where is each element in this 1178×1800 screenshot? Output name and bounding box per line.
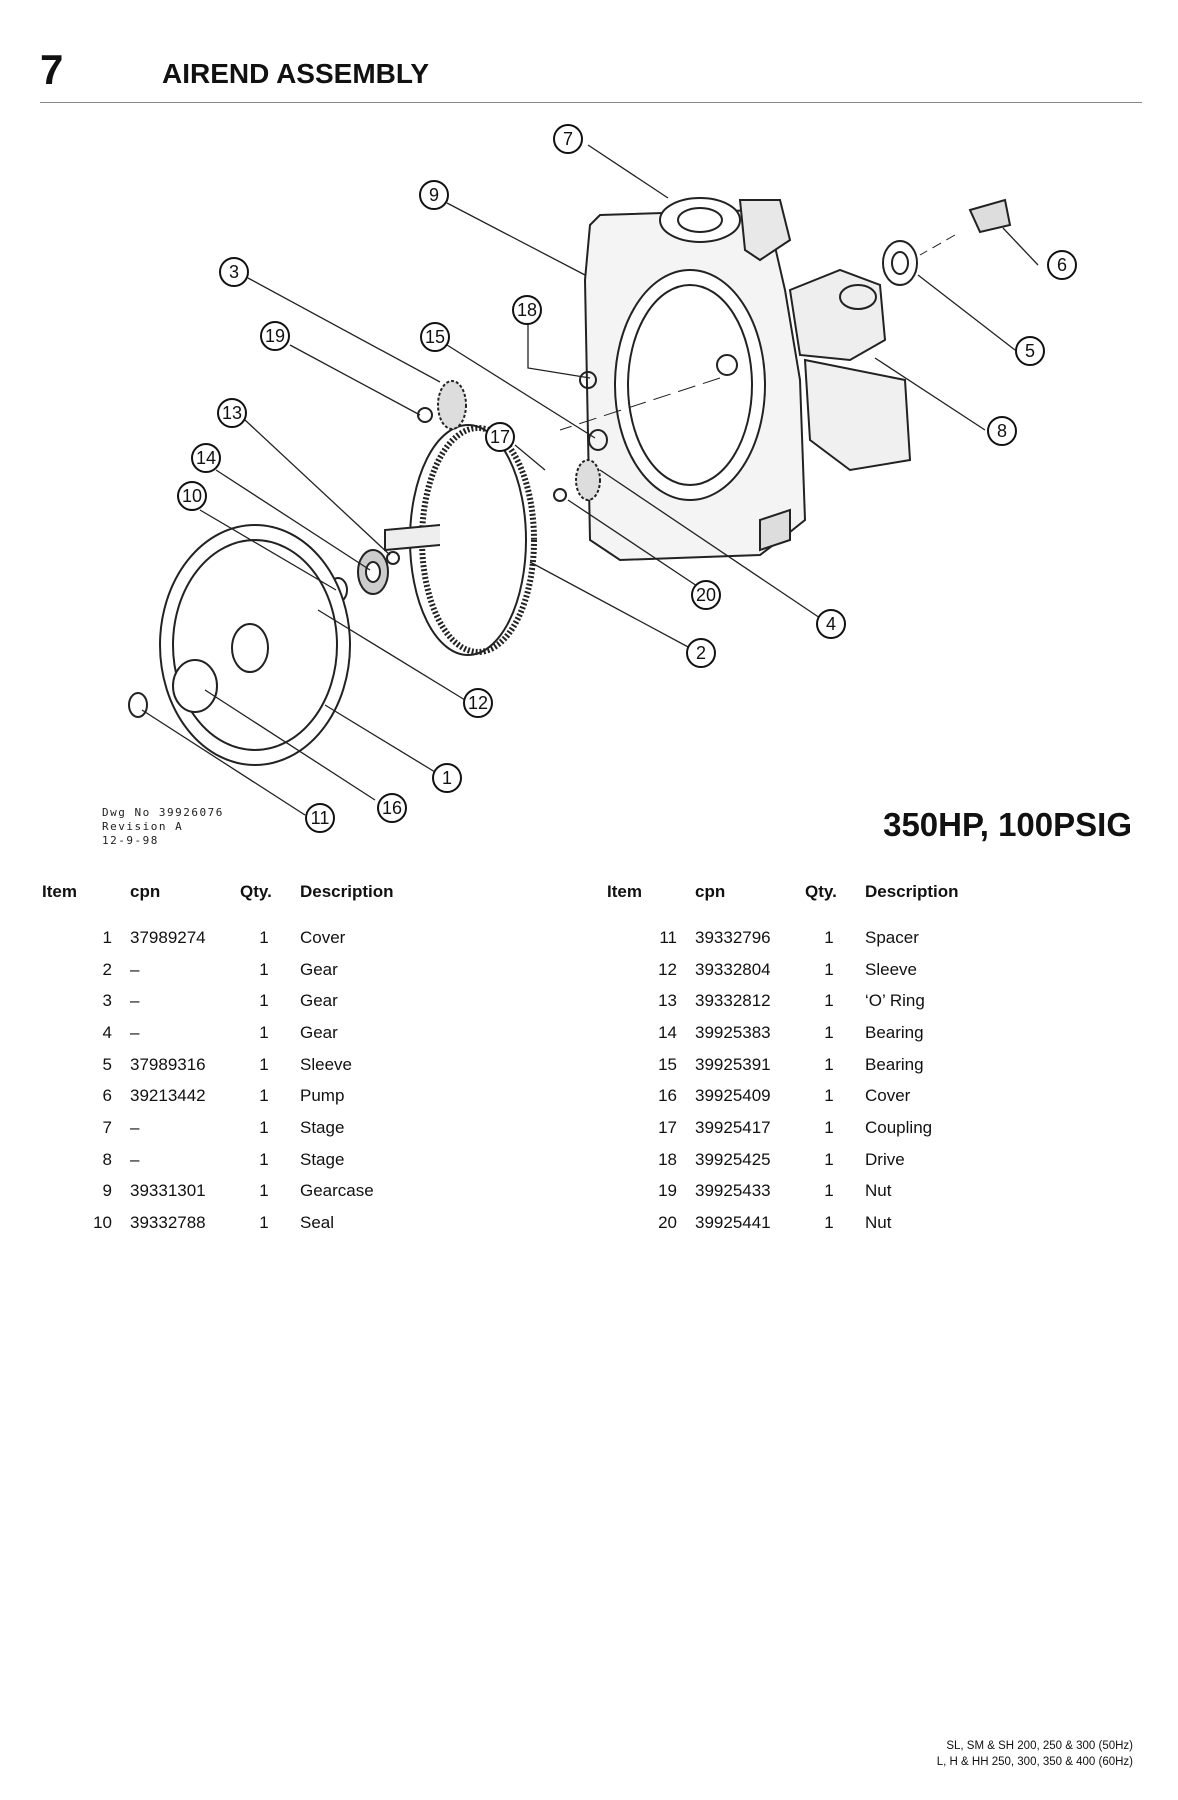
callout-16 [378,794,406,822]
quantity: 1 [259,959,269,979]
table-row [42,1176,500,1208]
description: Nut [865,1181,892,1201]
table-row [607,1017,1065,1049]
callout-14 [192,444,220,472]
section-number: 7 [40,46,64,93]
quantity: 1 [259,1149,269,1169]
part-number: – [130,1117,140,1137]
quantity: 1 [259,1054,269,1074]
quantity: 1 [259,1117,269,1137]
callout-text: 10 [181,486,203,506]
callout-1 [433,764,461,792]
callout-text: 16 [381,798,403,818]
model-label: 350HP, 100PSIG [883,806,1132,843]
page-header [40,46,1140,102]
callout-9 [420,181,448,209]
callout-text: 8 [996,421,1008,441]
description: Spacer [865,927,919,947]
description: Gearcase [300,1181,374,1201]
callout-2 [687,639,715,667]
description: Bearing [865,1022,924,1042]
description: Cover [865,1086,911,1106]
item-number: 11 [659,927,677,947]
item-number: 3 [102,991,112,1011]
item-number: 13 [658,991,677,1011]
table-row [607,954,1065,986]
header-description: Description [300,882,394,901]
item-number: 20 [658,1213,677,1233]
callout-text: 13 [221,403,243,423]
quantity: 1 [824,959,834,979]
callout-6 [1048,251,1076,279]
item-number: 1 [102,927,112,947]
header-qty: Qty. [805,882,837,901]
part-number: – [130,1149,140,1169]
quantity: 1 [259,1213,269,1233]
callout-text: 2 [695,643,707,663]
section-title: AIREND ASSEMBLY [162,58,430,89]
item-number: 18 [658,1149,677,1169]
item-number: 4 [102,1022,112,1042]
part-number: 39332812 [695,991,771,1011]
callout-12 [464,689,492,717]
table-row [607,1112,1065,1144]
table-row [607,1176,1065,1208]
callout-text: 14 [195,448,217,468]
callout-10 [178,482,206,510]
part-number: 39332796 [695,927,771,947]
drawing-revision: Revision A [102,820,184,833]
table-row [607,1144,1065,1176]
callout-17 [486,423,514,451]
table-row [42,1049,500,1081]
item-number: 12 [658,959,677,979]
callout-8 [988,417,1016,445]
description: Sleeve [865,959,917,979]
part-number: 39925417 [695,1117,771,1137]
description: Cover [300,927,346,947]
description: Sleeve [300,1054,352,1074]
table-row [607,985,1065,1017]
header-qty: Qty. [240,882,272,901]
callout-7 [554,125,582,153]
airend-drawing [40,110,1142,870]
page-footer [937,1738,1133,1770]
header-cpn: cpn [130,882,161,901]
quantity: 1 [259,1086,269,1106]
callout-20 [692,581,720,609]
part-number: 39925433 [695,1181,771,1201]
exploded-view-diagram [40,110,1142,870]
table-row [607,1049,1065,1081]
callout-text: 12 [467,693,489,713]
item-number: 5 [102,1054,112,1074]
part-number: 39925441 [695,1213,771,1233]
description: Stage [300,1117,345,1137]
description: Seal [300,1213,335,1233]
header-item: Item [42,882,77,901]
item-number: 2 [102,959,112,979]
description: Pump [300,1086,345,1106]
table-row [42,922,500,954]
drawing-info [102,806,224,848]
callout-text: 11 [310,808,330,828]
quantity: 1 [259,1181,269,1201]
callout-text: 1 [441,768,453,788]
description: Gear [300,991,338,1011]
part-number: 39332788 [130,1213,206,1233]
drawing-date: 12-9-98 [102,834,159,847]
quantity: 1 [824,1213,834,1233]
description: Coupling [865,1117,933,1137]
callout-text: 7 [562,129,574,149]
part-number: – [130,959,140,979]
footer-models-60hz: L, H & HH 250, 300, 350 & 400 (60Hz) [936,1756,1133,1768]
footer-models-50hz: SL, SM & SH 200, 250 & 300 (50Hz) [946,1740,1133,1752]
table-row [42,1017,500,1049]
callout-3 [220,258,248,286]
description: ‘O’ Ring [865,991,925,1011]
description: Stage [300,1149,345,1169]
item-number: 10 [93,1213,112,1233]
table-header-row [607,872,1065,912]
item-number: 14 [658,1022,677,1042]
quantity: 1 [824,1086,834,1106]
table-row [607,1207,1065,1239]
callout-19 [261,322,289,350]
callout-text: 18 [516,300,538,320]
spacer-row [42,912,500,922]
header-item: Item [607,882,642,901]
quantity: 1 [824,1022,834,1042]
table-row [607,1080,1065,1112]
table-row [42,985,500,1017]
callout-text: 17 [489,427,511,447]
callout-4 [817,610,845,638]
part-number: – [130,1022,140,1042]
description: Bearing [865,1054,924,1074]
callout-text: 5 [1024,341,1036,361]
item-number: 7 [102,1117,112,1137]
quantity: 1 [824,1054,834,1074]
part-number: 37989274 [130,927,206,947]
description: Drive [865,1149,905,1169]
quantity: 1 [824,1117,834,1137]
quantity: 1 [824,927,834,947]
description: Gear [300,1022,338,1042]
callout-5 [1016,337,1044,365]
header-cpn: cpn [695,882,726,901]
quantity: 1 [259,1022,269,1042]
item-number: 15 [658,1054,677,1074]
part-number: 39331301 [130,1181,206,1201]
header-rule [40,102,1142,103]
item-number: 6 [102,1086,112,1106]
quantity: 1 [824,1181,834,1201]
part-number: 39925425 [695,1149,771,1169]
part-number: 39925383 [695,1022,771,1042]
table-row [42,1144,500,1176]
table-row [42,954,500,986]
part-number: 39925391 [695,1054,771,1074]
description: Gear [300,959,338,979]
table-row [42,1080,500,1112]
header-description: Description [865,882,959,901]
item-number: 19 [658,1181,677,1201]
spacer-row [607,912,1065,922]
callout-text: 3 [228,262,240,282]
parts-left-body [42,912,500,1239]
quantity: 1 [259,991,269,1011]
quantity: 1 [259,927,269,947]
callout-text: 20 [695,585,717,605]
quantity: 1 [824,991,834,1011]
item-number: 17 [658,1117,677,1137]
description: Nut [865,1213,892,1233]
quantity: 1 [824,1149,834,1169]
item-number: 9 [102,1181,112,1201]
callout-15 [421,323,449,351]
callout-text: 6 [1056,255,1068,275]
callout-text: 19 [264,326,286,346]
part-number: 39925409 [695,1086,771,1106]
callout-text: 4 [825,614,837,634]
part-number: 39332804 [695,959,771,979]
parts-right-body [607,912,1065,1239]
item-number: 16 [658,1086,677,1106]
part-number: 39213442 [130,1086,206,1106]
table-header-row [42,872,500,912]
callout-13 [218,399,246,427]
parts-table-right [607,872,1065,1239]
part-number: – [130,991,140,1011]
table-row [607,922,1065,954]
callout-11 [306,804,334,832]
callout-18 [513,296,541,324]
callout-text: 9 [428,185,440,205]
parts-table-left [42,872,500,1239]
callout-text: 15 [424,327,446,347]
drawing-number: Dwg No 39926076 [102,806,224,819]
table-row [42,1207,500,1239]
part-number: 37989316 [130,1054,206,1074]
table-row [42,1112,500,1144]
item-number: 8 [102,1149,112,1169]
